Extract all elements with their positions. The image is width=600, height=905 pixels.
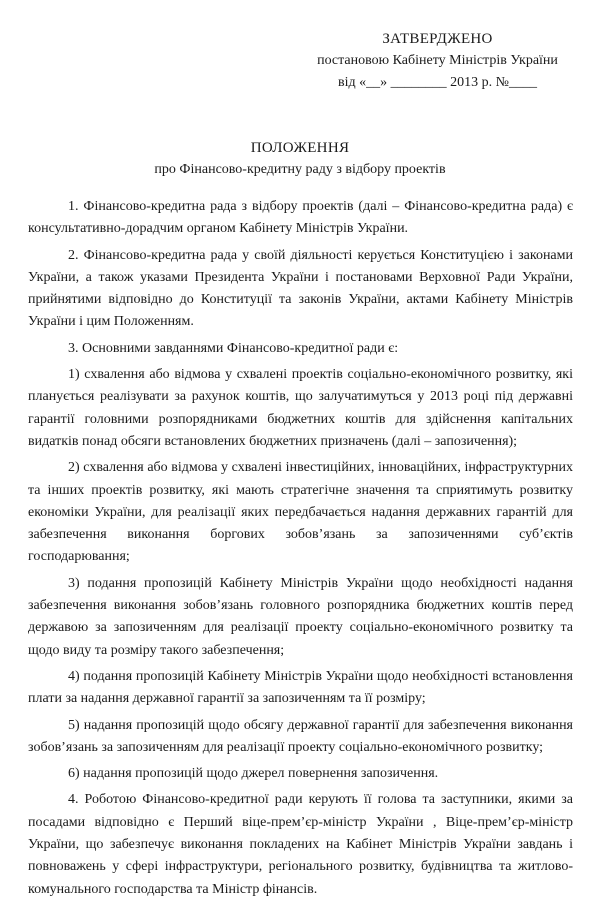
paragraph-2: 2. Фінансово-кредитна рада у своїй діяльності керується Конституцією і законами України, а також указами Президента України і постановами Верховної Ради України, прийнятими відповідно до Конституції та законів України, актами Кабінету Міністрів України і цим Положенням. (28, 247, 573, 330)
paragraph-3-item-6: 6) надання пропозицій щодо джерел повернення запозичення. (68, 766, 439, 782)
paragraph-3: 3. Основними завданнями Фінансово-кредитної ради є: (68, 340, 399, 356)
approval-heading: ЗАТВЕРДЖЕНО (382, 31, 493, 47)
paragraph-3-item-5: 5) надання пропозицій щодо обсягу державної гарантії для забезпечення виконання зобов’язань за запозиченням для реалізації проекту соціально-економічного розвитку; (28, 717, 573, 755)
paragraph-3-item-1: 1) схвалення або відмова у схвалені проектів соціально-економічного розвитку, які планується реалізувати за рахунок коштів, що залучатимуться у 2013 році під державні гарантії головними розпорядниками бюджетних коштів для здійснення капітальних видатків понад обсяги встановлених бюджетних призначень (далі – запозичення); (28, 367, 573, 449)
document-body (28, 196, 573, 905)
paragraph-3-item-3: 3) подання пропозицій Кабінету Міністрів України щодо необхідності надання забезпечення виконання зобов’язань головного розпорядника бюджетних коштів перед державою за запозиченням для реалізації проекту соціально-економічного розвитку та щодо виду та розміру такого забезпечення; (28, 575, 573, 658)
approval-date-number-line: від «__» ________ 2013 р. №____ (338, 75, 537, 90)
document-subtitle: про Фінансово-кредитну раду з відбору проектів (154, 162, 446, 177)
approval-resolution-line: постановою Кабінету Міністрів України (317, 53, 558, 68)
document-title: ПОЛОЖЕННЯ (250, 140, 350, 156)
paragraph-3-item-2: 2) схвалення або відмова у схвалені інвестиційних, інноваційних, інфраструктурних та інших проектів розвитку, які мають стратегічне значення та сприятимуть розвитку економіки України, для реалізації яких передбачається надання державних гарантій для забезпечення виконання боргових зобов’язань за запозиченнями суб’єктів господарювання; (28, 460, 573, 565)
approval-stamp (300, 28, 575, 94)
paragraph-3-item-4: 4) подання пропозицій Кабінету Міністрів України щодо необхідності встановлення плати за надання державної гарантії за запозиченням та її розміру; (28, 668, 573, 707)
paragraph-4: 4. Роботою Фінансово-кредитної ради керують її голова та заступники, якими за посадами відповідно є Перший віце-прем’єр-міністр України , Віце-прем’єр-міністр України, що забезпечує виконання покладених на Кабінет Міністрів України завдань і повноважень у сфері інфраструктури, регіонального розвитку, будівництва та житлово-комунального господарства та Міністр фінансів. (28, 792, 573, 897)
paragraph-1: 1. Фінансово-кредитна рада з відбору проектів (далі – Фінансово-кредитна рада) є консультативно-дорадчим органом Кабінету Міністрів України. (28, 199, 573, 237)
